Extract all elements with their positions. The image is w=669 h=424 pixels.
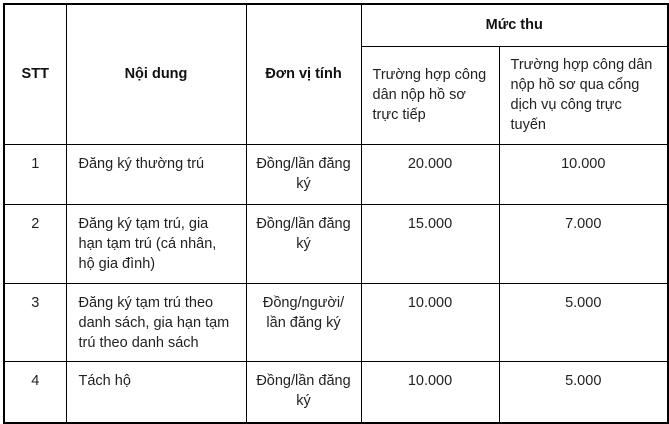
unit-cell: Đồng/lần đăng ký <box>246 144 361 204</box>
header-row-top <box>4 4 668 46</box>
unit-cell: Đồng/người/ lần đăng ký <box>246 283 361 361</box>
col-header-nop-truc-tuyen: Trường hợp công dân nộp hồ sơ qua cổng dịch vụ công trực tuyến <box>499 46 668 144</box>
online-fee-cell: 5.000 <box>499 283 668 361</box>
content-cell: Đăng ký tạm trú theo danh sách, gia hạn tạm trú theo danh sách <box>66 283 246 361</box>
content-cell: Đăng ký tạm trú, gia hạn tạm trú (cá nhân, hộ gia đình) <box>66 204 246 283</box>
col-header-stt: STT <box>4 4 66 144</box>
online-fee-cell: 5.000 <box>499 361 668 423</box>
fee-row-2 <box>4 204 668 283</box>
fee-table <box>3 3 669 424</box>
unit-cell: Đồng/lần đăng ký <box>246 361 361 423</box>
fee-row-3 <box>4 283 668 361</box>
content-cell: Đăng ký thường trú <box>66 144 246 204</box>
unit-cell: Đồng/lần đăng ký <box>246 204 361 283</box>
fee-row-1 <box>4 144 668 204</box>
stt-cell: 2 <box>4 204 66 283</box>
direct-fee-cell: 10.000 <box>361 283 499 361</box>
stt-cell: 3 <box>4 283 66 361</box>
direct-fee-cell: 15.000 <box>361 204 499 283</box>
col-header-noi-dung: Nội dung <box>66 4 246 144</box>
fee-row-4 <box>4 361 668 423</box>
stt-cell: 4 <box>4 361 66 423</box>
direct-fee-cell: 10.000 <box>361 361 499 423</box>
content-cell: Tách hộ <box>66 361 246 423</box>
col-header-don-vi-tinh: Đơn vị tính <box>246 4 361 144</box>
stt-cell: 1 <box>4 144 66 204</box>
col-header-nop-truc-tiep: Trường hợp công dân nộp hồ sơ trực tiếp <box>361 46 499 144</box>
online-fee-cell: 10.000 <box>499 144 668 204</box>
col-header-muc-thu: Mức thu <box>361 4 668 46</box>
online-fee-cell: 7.000 <box>499 204 668 283</box>
direct-fee-cell: 20.000 <box>361 144 499 204</box>
